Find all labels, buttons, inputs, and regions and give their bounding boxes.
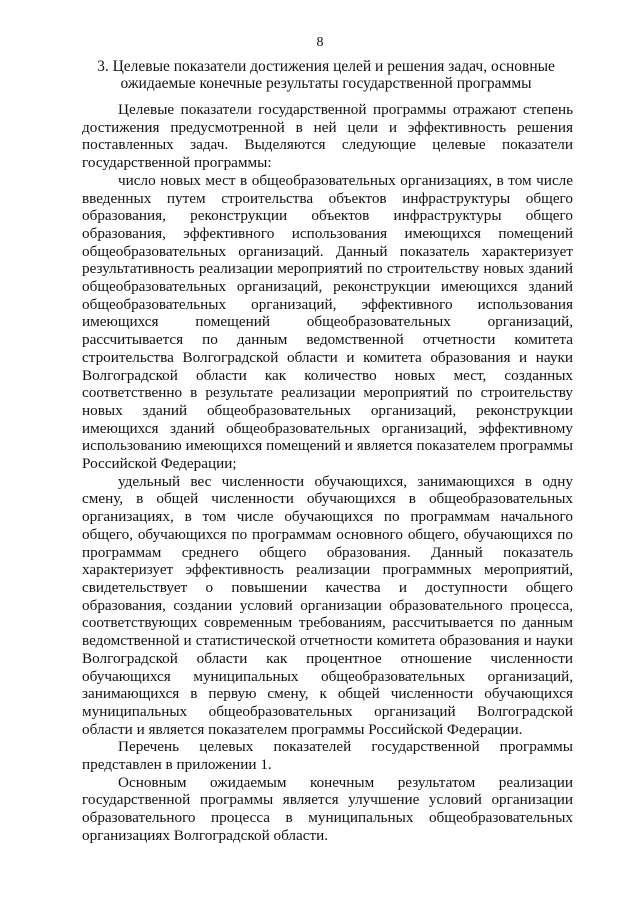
- page-number: 8: [316, 35, 324, 50]
- paragraph-one-shift-share-indicator: удельный вес численности обучающихся, занимающихся в одну смену, в общей численности обучающихся в общеобразовательных организациях, в том числе обучающихся по программам начального общего, обучающихся по программам основного общего, обучающихся по программам среднего общего образования. Данный показатель характеризует эффективность реализации программных мероприятий, свидетельствует о повышении качества и доступности общего образования, создании условий организации образовательного процесса, соответствующих современным требованиям, рассчитывается по данным ведомственной и статистической отчетности комитета образования и науки Волгоградской области как процентное отношение численности обучающихся муниципальных общеобразовательных организаций, занимающихся в первую смену, к общей численности обучающихся муниципальных общеобразовательных организаций Волгоградской области и является показателем программы Российской Федерации.: [82, 472, 573, 738]
- paragraph-new-places-indicator: число новых мест в общеобразовательных организациях, в том числе введенных путем строительства объектов инфраструктуры общего образования, реконструкции объектов инфраструктуры общего образования, эффективного использования имеющихся помещений общеобразовательных организаций. Данный показатель характеризует результативность реализации мероприятий по строительству новых зданий общеобразовательных организаций, реконструкции имеющихся зданий общеобразовательных организаций, эффективного использования имеющихся помещений общеобразовательных организаций, рассчитывается по данным ведомственной отчетности комитета строительства Волгоградской области и комитета образования и науки Волгоградской области как количество новых мест, созданных соответственно в результате реализации мероприятий по строительству новых зданий общеобразовательных организаций, реконструкции имеющихся зданий общеобразовательных организаций, эффективному использованию имеющихся помещений и является показателем программы Российской Федерации;: [82, 171, 573, 473]
- section-heading-line-2: ожидаемые конечные результаты государственной программы: [120, 75, 532, 92]
- body-text: [82, 101, 573, 845]
- paragraph-expected-result: Основным ожидаемым конечным результатом реализации государственной программы является улучшение условий организации образовательного процесса в муниципальных общеобразовательных организациях Волгоградской области.: [82, 773, 573, 844]
- section-heading: [82, 58, 570, 92]
- paragraph-intro: Целевые показатели государственной программы отражают степень достижения предусмотренной в ней цели и эффективность решения поставленных задач. Выделяются следующие целевые показатели государственной программы:: [82, 101, 573, 172]
- section-heading-line-1: 3. Целевые показатели достижения целей и решения задач, основные: [97, 58, 555, 75]
- paragraph-appendix-reference: Перечень целевых показателей государственной программы представлен в приложении 1.: [82, 738, 573, 774]
